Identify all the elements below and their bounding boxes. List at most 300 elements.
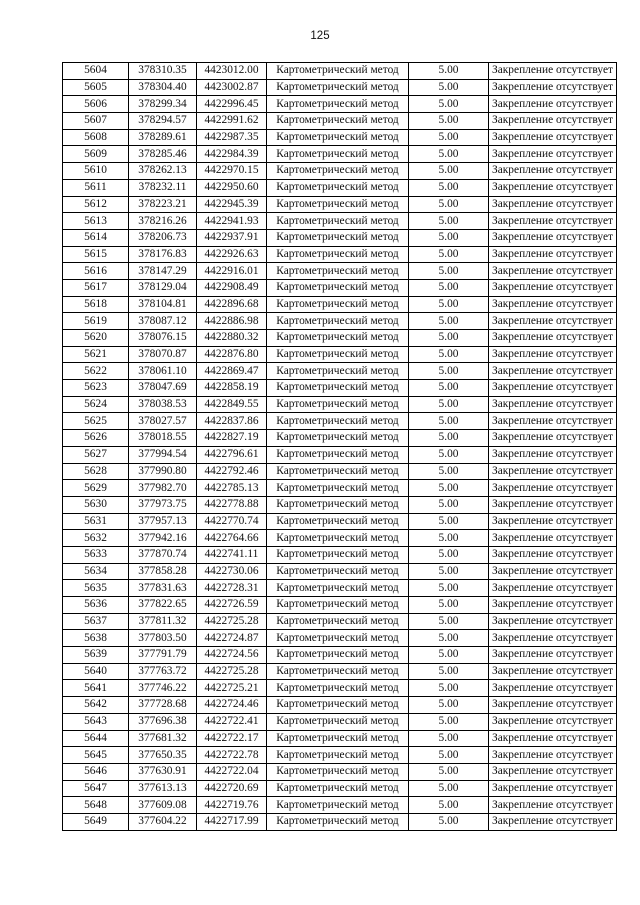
x-coordinate-cell: 377604.22 xyxy=(129,813,197,830)
table-row xyxy=(63,363,617,380)
x-coordinate-cell: 377746.22 xyxy=(129,680,197,697)
method-cell: Картометрический метод xyxy=(267,480,409,497)
x-coordinate-cell: 378104.81 xyxy=(129,296,197,313)
y-coordinate-cell: 4422717.99 xyxy=(197,813,267,830)
accuracy-cell: 5.00 xyxy=(409,96,489,113)
accuracy-cell: 5.00 xyxy=(409,630,489,647)
table-row xyxy=(63,246,617,263)
table-row xyxy=(63,346,617,363)
fixing-description-cell: Закрепление отсутствует xyxy=(489,129,617,146)
x-coordinate-cell: 378038.53 xyxy=(129,396,197,413)
point-number-cell: 5628 xyxy=(63,463,129,480)
accuracy-cell: 5.00 xyxy=(409,446,489,463)
point-number-cell: 5616 xyxy=(63,263,129,280)
y-coordinate-cell: 4422945.39 xyxy=(197,196,267,213)
accuracy-cell: 5.00 xyxy=(409,463,489,480)
table-row xyxy=(63,330,617,347)
fixing-description-cell: Закрепление отсутствует xyxy=(489,463,617,480)
fixing-description-cell: Закрепление отсутствует xyxy=(489,96,617,113)
fixing-description-cell: Закрепление отсутствует xyxy=(489,413,617,430)
method-cell: Картометрический метод xyxy=(267,530,409,547)
point-number-cell: 5615 xyxy=(63,246,129,263)
table-row xyxy=(63,146,617,163)
point-number-cell: 5612 xyxy=(63,196,129,213)
x-coordinate-cell: 378076.15 xyxy=(129,330,197,347)
y-coordinate-cell: 4422996.45 xyxy=(197,96,267,113)
fixing-description-cell: Закрепление отсутствует xyxy=(489,813,617,830)
y-coordinate-cell: 4422937.91 xyxy=(197,229,267,246)
method-cell: Картометрический метод xyxy=(267,229,409,246)
table-row xyxy=(63,747,617,764)
method-cell: Картометрический метод xyxy=(267,113,409,130)
table-row xyxy=(63,697,617,714)
point-number-cell: 5618 xyxy=(63,296,129,313)
table-row xyxy=(63,430,617,447)
accuracy-cell: 5.00 xyxy=(409,713,489,730)
accuracy-cell: 5.00 xyxy=(409,263,489,280)
fixing-description-cell: Закрепление отсутствует xyxy=(489,630,617,647)
point-number-cell: 5644 xyxy=(63,730,129,747)
x-coordinate-cell: 378223.21 xyxy=(129,196,197,213)
x-coordinate-cell: 377696.38 xyxy=(129,713,197,730)
y-coordinate-cell: 4422849.55 xyxy=(197,396,267,413)
fixing-description-cell: Закрепление отсутствует xyxy=(489,163,617,180)
fixing-description-cell: Закрепление отсутствует xyxy=(489,396,617,413)
table-row xyxy=(63,496,617,513)
method-cell: Картометрический метод xyxy=(267,663,409,680)
point-number-cell: 5636 xyxy=(63,597,129,614)
accuracy-cell: 5.00 xyxy=(409,363,489,380)
x-coordinate-cell: 377728.68 xyxy=(129,697,197,714)
point-number-cell: 5633 xyxy=(63,546,129,563)
point-number-cell: 5648 xyxy=(63,797,129,814)
table-row xyxy=(63,563,617,580)
method-cell: Картометрический метод xyxy=(267,446,409,463)
fixing-description-cell: Закрепление отсутствует xyxy=(489,229,617,246)
table-row xyxy=(63,396,617,413)
method-cell: Картометрический метод xyxy=(267,413,409,430)
accuracy-cell: 5.00 xyxy=(409,663,489,680)
accuracy-cell: 5.00 xyxy=(409,380,489,397)
table-row xyxy=(63,713,617,730)
x-coordinate-cell: 378289.61 xyxy=(129,129,197,146)
table-row xyxy=(63,446,617,463)
table-row xyxy=(63,663,617,680)
fixing-description-cell: Закрепление отсутствует xyxy=(489,279,617,296)
y-coordinate-cell: 4422950.60 xyxy=(197,179,267,196)
y-coordinate-cell: 4422827.19 xyxy=(197,430,267,447)
y-coordinate-cell: 4422726.59 xyxy=(197,597,267,614)
method-cell: Картометрический метод xyxy=(267,797,409,814)
fixing-description-cell: Закрепление отсутствует xyxy=(489,763,617,780)
table-row xyxy=(63,730,617,747)
point-number-cell: 5614 xyxy=(63,229,129,246)
method-cell: Картометрический метод xyxy=(267,79,409,96)
accuracy-cell: 5.00 xyxy=(409,763,489,780)
x-coordinate-cell: 377609.08 xyxy=(129,797,197,814)
fixing-description-cell: Закрепление отсутствует xyxy=(489,780,617,797)
fixing-description-cell: Закрепление отсутствует xyxy=(489,713,617,730)
accuracy-cell: 5.00 xyxy=(409,813,489,830)
table-row xyxy=(63,63,617,80)
point-number-cell: 5630 xyxy=(63,496,129,513)
point-number-cell: 5608 xyxy=(63,129,129,146)
method-cell: Картометрический метод xyxy=(267,146,409,163)
accuracy-cell: 5.00 xyxy=(409,279,489,296)
method-cell: Картометрический метод xyxy=(267,296,409,313)
point-number-cell: 5606 xyxy=(63,96,129,113)
table-row xyxy=(63,480,617,497)
x-coordinate-cell: 377791.79 xyxy=(129,647,197,664)
method-cell: Картометрический метод xyxy=(267,680,409,697)
y-coordinate-cell: 4422916.01 xyxy=(197,263,267,280)
fixing-description-cell: Закрепление отсутствует xyxy=(489,113,617,130)
accuracy-cell: 5.00 xyxy=(409,513,489,530)
point-number-cell: 5605 xyxy=(63,79,129,96)
fixing-description-cell: Закрепление отсутствует xyxy=(489,496,617,513)
accuracy-cell: 5.00 xyxy=(409,530,489,547)
fixing-description-cell: Закрепление отсутствует xyxy=(489,213,617,230)
fixing-description-cell: Закрепление отсутствует xyxy=(489,597,617,614)
method-cell: Картометрический метод xyxy=(267,396,409,413)
x-coordinate-cell: 377613.13 xyxy=(129,780,197,797)
fixing-description-cell: Закрепление отсутствует xyxy=(489,430,617,447)
accuracy-cell: 5.00 xyxy=(409,229,489,246)
point-number-cell: 5637 xyxy=(63,613,129,630)
y-coordinate-cell: 4422725.28 xyxy=(197,663,267,680)
point-number-cell: 5619 xyxy=(63,313,129,330)
x-coordinate-cell: 378147.29 xyxy=(129,263,197,280)
point-number-cell: 5627 xyxy=(63,446,129,463)
accuracy-cell: 5.00 xyxy=(409,330,489,347)
point-number-cell: 5640 xyxy=(63,663,129,680)
x-coordinate-cell: 377630.91 xyxy=(129,763,197,780)
method-cell: Картометрический метод xyxy=(267,597,409,614)
x-coordinate-cell: 377763.72 xyxy=(129,663,197,680)
table-row xyxy=(63,113,617,130)
y-coordinate-cell: 4422926.63 xyxy=(197,246,267,263)
fixing-description-cell: Закрепление отсутствует xyxy=(489,513,617,530)
fixing-description-cell: Закрепление отсутствует xyxy=(489,546,617,563)
x-coordinate-cell: 378176.83 xyxy=(129,246,197,263)
y-coordinate-cell: 4422941.93 xyxy=(197,213,267,230)
method-cell: Картометрический метод xyxy=(267,763,409,780)
table-row xyxy=(63,296,617,313)
y-coordinate-cell: 4422722.04 xyxy=(197,763,267,780)
method-cell: Картометрический метод xyxy=(267,346,409,363)
point-number-cell: 5646 xyxy=(63,763,129,780)
method-cell: Картометрический метод xyxy=(267,513,409,530)
point-number-cell: 5609 xyxy=(63,146,129,163)
y-coordinate-cell: 4422896.68 xyxy=(197,296,267,313)
fixing-description-cell: Закрепление отсутствует xyxy=(489,580,617,597)
x-coordinate-cell: 378216.26 xyxy=(129,213,197,230)
x-coordinate-cell: 378070.87 xyxy=(129,346,197,363)
method-cell: Картометрический метод xyxy=(267,279,409,296)
y-coordinate-cell: 4422720.69 xyxy=(197,780,267,797)
table-row xyxy=(63,613,617,630)
x-coordinate-cell: 377942.16 xyxy=(129,530,197,547)
accuracy-cell: 5.00 xyxy=(409,680,489,697)
method-cell: Картометрический метод xyxy=(267,647,409,664)
point-number-cell: 5643 xyxy=(63,713,129,730)
table-row xyxy=(63,780,617,797)
accuracy-cell: 5.00 xyxy=(409,413,489,430)
method-cell: Картометрический метод xyxy=(267,313,409,330)
method-cell: Картометрический метод xyxy=(267,463,409,480)
point-number-cell: 5638 xyxy=(63,630,129,647)
fixing-description-cell: Закрепление отсутствует xyxy=(489,246,617,263)
x-coordinate-cell: 378087.12 xyxy=(129,313,197,330)
fixing-description-cell: Закрепление отсутствует xyxy=(489,797,617,814)
table-row xyxy=(63,129,617,146)
point-number-cell: 5649 xyxy=(63,813,129,830)
method-cell: Картометрический метод xyxy=(267,363,409,380)
y-coordinate-cell: 4422722.41 xyxy=(197,713,267,730)
y-coordinate-cell: 4422724.46 xyxy=(197,697,267,714)
point-number-cell: 5617 xyxy=(63,279,129,296)
table-row xyxy=(63,213,617,230)
accuracy-cell: 5.00 xyxy=(409,346,489,363)
x-coordinate-cell: 378285.46 xyxy=(129,146,197,163)
accuracy-cell: 5.00 xyxy=(409,313,489,330)
y-coordinate-cell: 4422792.46 xyxy=(197,463,267,480)
y-coordinate-cell: 4422837.86 xyxy=(197,413,267,430)
accuracy-cell: 5.00 xyxy=(409,697,489,714)
x-coordinate-cell: 378047.69 xyxy=(129,380,197,397)
page-number: 125 xyxy=(310,30,330,42)
method-cell: Картометрический метод xyxy=(267,196,409,213)
x-coordinate-cell: 378262.13 xyxy=(129,163,197,180)
x-coordinate-cell: 378027.57 xyxy=(129,413,197,430)
point-number-cell: 5635 xyxy=(63,580,129,597)
accuracy-cell: 5.00 xyxy=(409,63,489,80)
table-row xyxy=(63,229,617,246)
point-number-cell: 5645 xyxy=(63,747,129,764)
table-row xyxy=(63,580,617,597)
method-cell: Картометрический метод xyxy=(267,697,409,714)
accuracy-cell: 5.00 xyxy=(409,563,489,580)
fixing-description-cell: Закрепление отсутствует xyxy=(489,446,617,463)
accuracy-cell: 5.00 xyxy=(409,296,489,313)
y-coordinate-cell: 4422722.17 xyxy=(197,730,267,747)
method-cell: Картометрический метод xyxy=(267,496,409,513)
y-coordinate-cell: 4422722.78 xyxy=(197,747,267,764)
coordinates-table-body xyxy=(63,63,617,831)
method-cell: Картометрический метод xyxy=(267,580,409,597)
accuracy-cell: 5.00 xyxy=(409,580,489,597)
accuracy-cell: 5.00 xyxy=(409,647,489,664)
y-coordinate-cell: 4422725.21 xyxy=(197,680,267,697)
fixing-description-cell: Закрепление отсутствует xyxy=(489,179,617,196)
y-coordinate-cell: 4422970.15 xyxy=(197,163,267,180)
accuracy-cell: 5.00 xyxy=(409,179,489,196)
x-coordinate-cell: 378061.10 xyxy=(129,363,197,380)
fixing-description-cell: Закрепление отсутствует xyxy=(489,563,617,580)
fixing-description-cell: Закрепление отсутствует xyxy=(489,530,617,547)
accuracy-cell: 5.00 xyxy=(409,613,489,630)
x-coordinate-cell: 377990.80 xyxy=(129,463,197,480)
x-coordinate-cell: 378129.04 xyxy=(129,279,197,296)
x-coordinate-cell: 378206.73 xyxy=(129,229,197,246)
y-coordinate-cell: 4422880.32 xyxy=(197,330,267,347)
y-coordinate-cell: 4422741.11 xyxy=(197,546,267,563)
point-number-cell: 5607 xyxy=(63,113,129,130)
y-coordinate-cell: 4422987.35 xyxy=(197,129,267,146)
x-coordinate-cell: 377811.32 xyxy=(129,613,197,630)
accuracy-cell: 5.00 xyxy=(409,113,489,130)
point-number-cell: 5639 xyxy=(63,647,129,664)
x-coordinate-cell: 378232.11 xyxy=(129,179,197,196)
fixing-description-cell: Закрепление отсутствует xyxy=(489,747,617,764)
point-number-cell: 5629 xyxy=(63,480,129,497)
point-number-cell: 5624 xyxy=(63,396,129,413)
method-cell: Картометрический метод xyxy=(267,780,409,797)
method-cell: Картометрический метод xyxy=(267,63,409,80)
y-coordinate-cell: 4422724.87 xyxy=(197,630,267,647)
y-coordinate-cell: 4422770.74 xyxy=(197,513,267,530)
fixing-description-cell: Закрепление отсутствует xyxy=(489,680,617,697)
y-coordinate-cell: 4422785.13 xyxy=(197,480,267,497)
table-row xyxy=(63,380,617,397)
point-number-cell: 5620 xyxy=(63,330,129,347)
fixing-description-cell: Закрепление отсутствует xyxy=(489,263,617,280)
fixing-description-cell: Закрепление отсутствует xyxy=(489,79,617,96)
method-cell: Картометрический метод xyxy=(267,213,409,230)
table-row xyxy=(63,196,617,213)
y-coordinate-cell: 4422730.06 xyxy=(197,563,267,580)
x-coordinate-cell: 377973.75 xyxy=(129,496,197,513)
x-coordinate-cell: 377982.70 xyxy=(129,480,197,497)
point-number-cell: 5647 xyxy=(63,780,129,797)
accuracy-cell: 5.00 xyxy=(409,146,489,163)
method-cell: Картометрический метод xyxy=(267,179,409,196)
y-coordinate-cell: 4422778.88 xyxy=(197,496,267,513)
point-number-cell: 5626 xyxy=(63,430,129,447)
point-number-cell: 5621 xyxy=(63,346,129,363)
table-row xyxy=(63,630,617,647)
accuracy-cell: 5.00 xyxy=(409,797,489,814)
y-coordinate-cell: 4422728.31 xyxy=(197,580,267,597)
y-coordinate-cell: 4422908.49 xyxy=(197,279,267,296)
point-number-cell: 5613 xyxy=(63,213,129,230)
accuracy-cell: 5.00 xyxy=(409,79,489,96)
method-cell: Картометрический метод xyxy=(267,730,409,747)
x-coordinate-cell: 377870.74 xyxy=(129,546,197,563)
accuracy-cell: 5.00 xyxy=(409,129,489,146)
method-cell: Картометрический метод xyxy=(267,430,409,447)
x-coordinate-cell: 378304.40 xyxy=(129,79,197,96)
y-coordinate-cell: 4422869.47 xyxy=(197,363,267,380)
point-number-cell: 5610 xyxy=(63,163,129,180)
method-cell: Картометрический метод xyxy=(267,129,409,146)
method-cell: Картометрический метод xyxy=(267,163,409,180)
fixing-description-cell: Закрепление отсутствует xyxy=(489,480,617,497)
fixing-description-cell: Закрепление отсутствует xyxy=(489,296,617,313)
x-coordinate-cell: 377650.35 xyxy=(129,747,197,764)
y-coordinate-cell: 4422858.19 xyxy=(197,380,267,397)
fixing-description-cell: Закрепление отсутствует xyxy=(489,663,617,680)
fixing-description-cell: Закрепление отсутствует xyxy=(489,146,617,163)
point-number-cell: 5623 xyxy=(63,380,129,397)
table-row xyxy=(63,463,617,480)
method-cell: Картометрический метод xyxy=(267,813,409,830)
point-number-cell: 5622 xyxy=(63,363,129,380)
x-coordinate-cell: 377822.65 xyxy=(129,597,197,614)
x-coordinate-cell: 378299.34 xyxy=(129,96,197,113)
point-number-cell: 5625 xyxy=(63,413,129,430)
table-row xyxy=(63,680,617,697)
method-cell: Картометрический метод xyxy=(267,263,409,280)
accuracy-cell: 5.00 xyxy=(409,480,489,497)
x-coordinate-cell: 377681.32 xyxy=(129,730,197,747)
y-coordinate-cell: 4423002.87 xyxy=(197,79,267,96)
accuracy-cell: 5.00 xyxy=(409,780,489,797)
fixing-description-cell: Закрепление отсутствует xyxy=(489,330,617,347)
table-row xyxy=(63,96,617,113)
point-number-cell: 5631 xyxy=(63,513,129,530)
point-number-cell: 5632 xyxy=(63,530,129,547)
fixing-description-cell: Закрепление отсутствует xyxy=(489,63,617,80)
y-coordinate-cell: 4422876.80 xyxy=(197,346,267,363)
point-number-cell: 5642 xyxy=(63,697,129,714)
table-row xyxy=(63,163,617,180)
table-row xyxy=(63,763,617,780)
table-row xyxy=(63,530,617,547)
x-coordinate-cell: 378018.55 xyxy=(129,430,197,447)
table-row xyxy=(63,413,617,430)
table-row xyxy=(63,513,617,530)
y-coordinate-cell: 4422991.62 xyxy=(197,113,267,130)
point-number-cell: 5641 xyxy=(63,680,129,697)
accuracy-cell: 5.00 xyxy=(409,246,489,263)
y-coordinate-cell: 4422984.39 xyxy=(197,146,267,163)
method-cell: Картометрический метод xyxy=(267,330,409,347)
y-coordinate-cell: 4422724.56 xyxy=(197,647,267,664)
table-row xyxy=(63,279,617,296)
accuracy-cell: 5.00 xyxy=(409,396,489,413)
accuracy-cell: 5.00 xyxy=(409,163,489,180)
point-number-cell: 5604 xyxy=(63,63,129,80)
fixing-description-cell: Закрепление отсутствует xyxy=(489,196,617,213)
fixing-description-cell: Закрепление отсутствует xyxy=(489,363,617,380)
y-coordinate-cell: 4422886.98 xyxy=(197,313,267,330)
table-row xyxy=(63,263,617,280)
point-number-cell: 5611 xyxy=(63,179,129,196)
x-coordinate-cell: 377994.54 xyxy=(129,446,197,463)
table-row xyxy=(63,179,617,196)
method-cell: Картометрический метод xyxy=(267,713,409,730)
x-coordinate-cell: 377831.63 xyxy=(129,580,197,597)
method-cell: Картометрический метод xyxy=(267,380,409,397)
accuracy-cell: 5.00 xyxy=(409,196,489,213)
accuracy-cell: 5.00 xyxy=(409,730,489,747)
method-cell: Картометрический метод xyxy=(267,563,409,580)
x-coordinate-cell: 378310.35 xyxy=(129,63,197,80)
table-row xyxy=(63,597,617,614)
method-cell: Картометрический метод xyxy=(267,546,409,563)
method-cell: Картометрический метод xyxy=(267,613,409,630)
x-coordinate-cell: 377803.50 xyxy=(129,630,197,647)
fixing-description-cell: Закрепление отсутствует xyxy=(489,730,617,747)
table-row xyxy=(63,313,617,330)
accuracy-cell: 5.00 xyxy=(409,546,489,563)
accuracy-cell: 5.00 xyxy=(409,597,489,614)
table-row xyxy=(63,79,617,96)
fixing-description-cell: Закрепление отсутствует xyxy=(489,380,617,397)
method-cell: Картометрический метод xyxy=(267,630,409,647)
x-coordinate-cell: 377957.13 xyxy=(129,513,197,530)
